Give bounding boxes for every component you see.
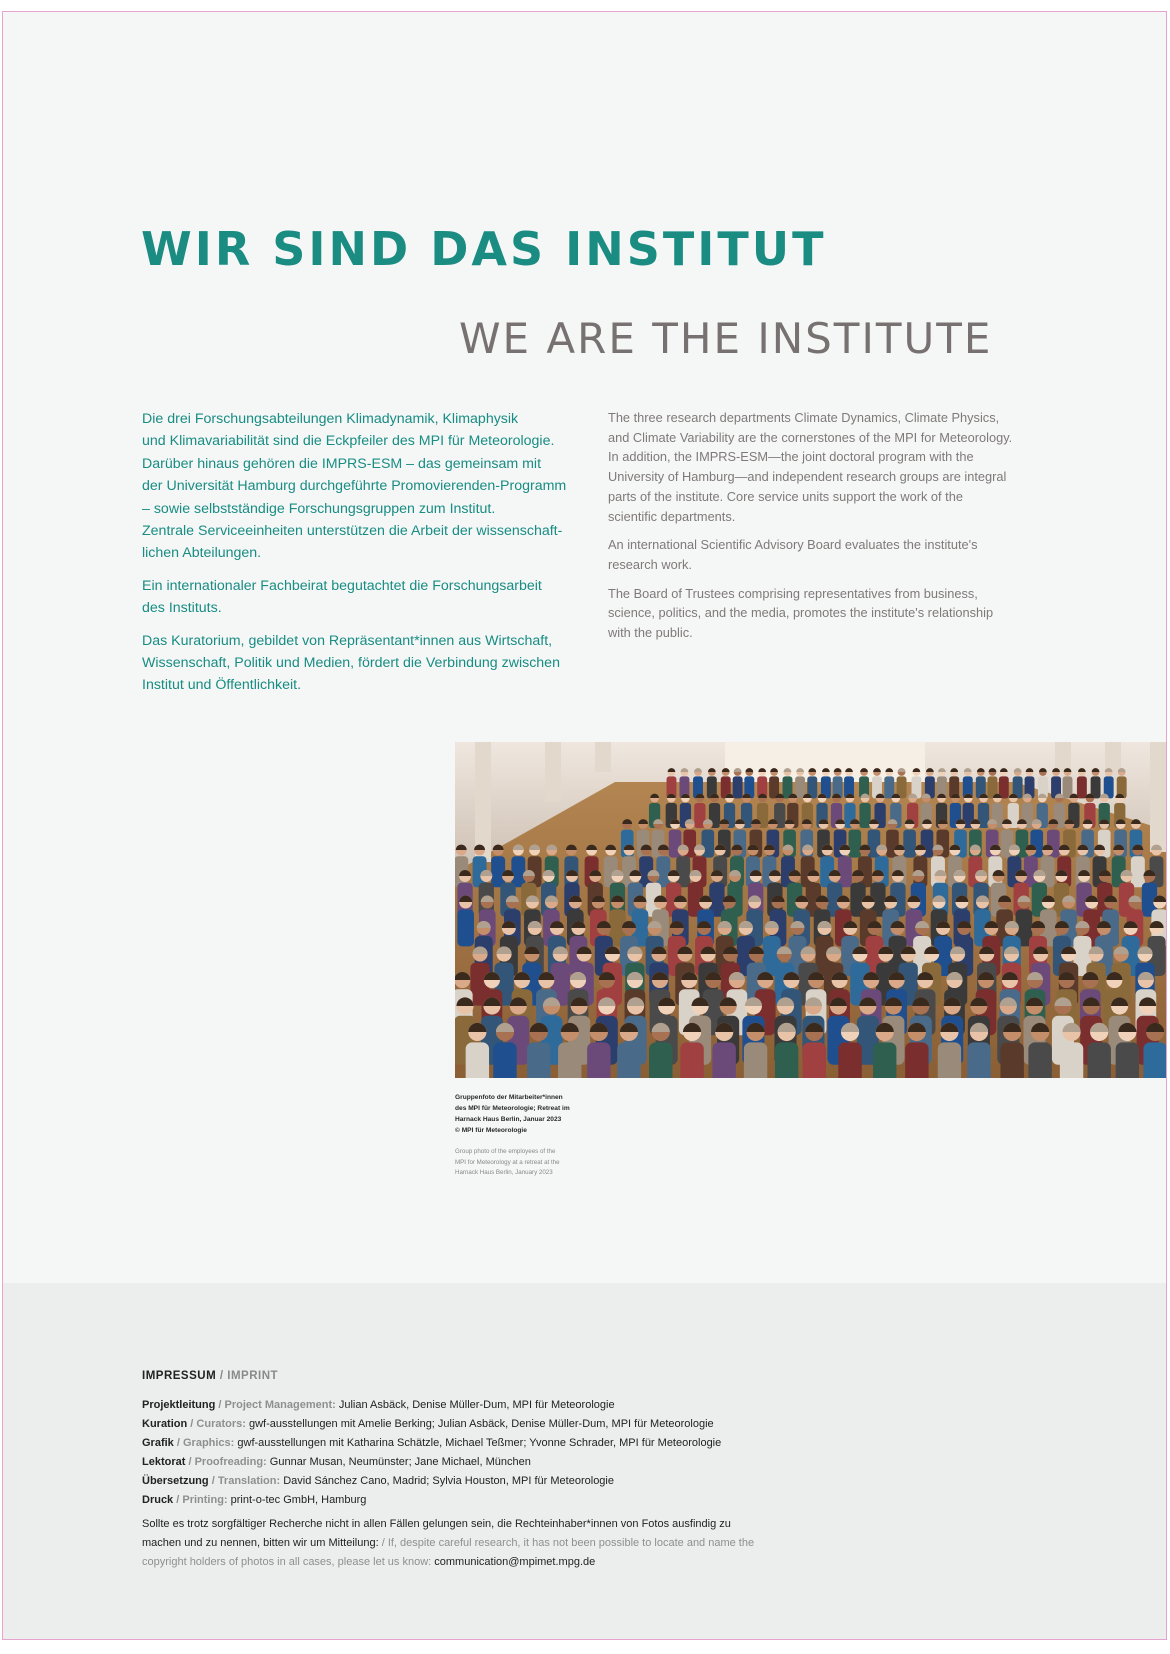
person [656, 845, 670, 888]
imprint-value: gwf-ausstellungen mit Katharina Schätzle, Michael Teßmer; Yvonne Schrader, MPI für Meteorologie [237, 1437, 722, 1449]
person [795, 768, 805, 798]
imprint-line: Übersetzung / Translation: David Sánchez Cano, Madrid; Sylvia Houston, MPI für Meteorologie [142, 1475, 614, 1487]
imprint-block [142, 1367, 822, 1572]
person [1087, 1023, 1110, 1078]
imprint-heading-english: IMPRINT [227, 1370, 279, 1382]
imprint-label-english: Graphics: [182, 1437, 235, 1449]
person [884, 768, 894, 798]
person [617, 1023, 640, 1078]
imprint-label-english: Project Management: [224, 1399, 336, 1411]
person [712, 1023, 735, 1078]
german-paragraph-departments: Die drei Forschungsabteilungen Klimadynamik, Klimaphysik und Klimavariabilität sind die Eckpfeiler des MPI für Meteorologie. Darüber hinaus gehören die IMPRS-ESM – das gemeinsam mit der Universität Hamburg durchgeführte Promovierenden-Programm – sowie selbstständige Forschungsgruppen zum Institut. Zentrale Serviceeinheiten unterstützen die Arbeit der wissenschaft- lichen Abteilungen. [142, 411, 567, 562]
person [680, 1023, 703, 1078]
title-english: WE ARE THE INSTITUTE [459, 314, 993, 363]
imprint-heading-german: IMPRESSUM [142, 1370, 217, 1382]
imprint-value: print-o-tec GmbH, Hamburg [230, 1494, 367, 1506]
person [1091, 768, 1101, 798]
german-paragraph-trustees: Das Kuratorium, gebildet von Repräsentant*innen aus Wirtschaft, Wissenschaft, Politik und Medien, fördert die Verbindung zwischen Institut und Öffentlichkeit. [142, 632, 560, 694]
person [733, 768, 743, 798]
person [1131, 845, 1145, 888]
imprint-line: Lektorat / Proofreading: Gunnar Musan, Neumünster; Jane Michael, München [142, 1456, 531, 1468]
imprint-line: Projektleitung / Project Management: Julian Asbäck, Denise Müller-Dum, MPI für Meteorologie [142, 1399, 615, 1411]
person [511, 845, 525, 888]
person [1028, 1023, 1051, 1078]
imprint-value: David Sánchez Cano, Madrid; Sylvia Houston, MPI für Meteorologie [283, 1475, 614, 1487]
group-photo-image [455, 742, 1167, 1078]
person [999, 768, 1009, 798]
pillar [475, 742, 491, 862]
photo-caption-english: Group photo of the employees of the MPI for Meteorology at a retreat at the Harnack Haus Berlin, January 2023 [455, 1148, 560, 1176]
person [838, 845, 852, 888]
person [859, 794, 870, 828]
imprint-label-english: Printing: [182, 1494, 228, 1506]
person [466, 1023, 489, 1078]
imprint-footer [3, 1283, 1166, 1640]
pillar [545, 742, 561, 802]
person [775, 1023, 798, 1078]
back-windows [725, 742, 925, 782]
person [676, 845, 690, 888]
person [709, 870, 724, 917]
person [807, 768, 817, 798]
person [1060, 1023, 1083, 1078]
copyright-note [142, 1515, 762, 1572]
pillar [595, 742, 611, 772]
english-paragraph-advisory-board: An international Scientific Advisory Board evaluates the institute's research work. [608, 537, 978, 572]
imprint-label-german: Grafik [142, 1437, 174, 1449]
copyright-note-german: Sollte es trotz sorgfältiger Recherche nicht in allen Fällen gelungen sein, die Rechteinhaber*innen von Fotos ausfindig zu machen und zu nennen, bitten wir um Mitteilung: [142, 1518, 731, 1549]
imprint-label-german: Übersetzung [142, 1475, 209, 1487]
person [783, 768, 793, 798]
german-paragraph-advisory-board: Ein internationaler Fachbeirat begutachtet die Forschungsarbeit des Instituts. [142, 577, 542, 617]
imprint-label-german: Projektleitung [142, 1399, 216, 1411]
imprint-label-english: Proofreading: [194, 1456, 267, 1468]
person [491, 845, 505, 888]
person [897, 768, 907, 798]
imprint-line: Grafik / Graphics: gwf-ausstellungen mit Katharina Schätzle, Michael Teßmer; Yvonne Schrader, MPI für Meteorologie [142, 1437, 722, 1449]
english-text-column [608, 408, 1038, 652]
english-paragraph-trustees: The Board of Trustees comprising representatives from business, science, politics, and the media, promotes the institute's relationship with the public. [608, 585, 994, 641]
english-paragraph-departments: The three research departments Climate Dynamics, Climate Physics, and Climate Variability are the cornerstones of the MPI for Meteorology. In addition, the IMPRS-ESM—the joint doctoral program with the University of Hamburg—and independent research groups are integral parts of the institute. Core service units support the work of the scientific departments. [608, 410, 1013, 524]
person [967, 1023, 990, 1078]
person [1024, 845, 1038, 888]
person [1000, 1023, 1023, 1078]
imprint-heading: IMPRESSUM / IMPRINT [142, 1370, 279, 1382]
imprint-value: Gunnar Musan, Neumünster; Jane Michael, München [269, 1456, 531, 1468]
title-german: WIR SIND DAS INSTITUT [141, 222, 827, 276]
photo-caption-german: Gruppenfoto der Mitarbeiter*innen des MPI für Meteorologie; Retreat im Harnack Haus Berlin, Januar 2023 © MPI für Meteorologie [455, 1094, 570, 1134]
pillar [1150, 742, 1166, 852]
imprint-line: Druck / Printing: print-o-tec GmbH, Hamburg [142, 1494, 367, 1506]
imprint-line: Kuration / Curators: gwf-ausstellungen mit Amelie Berking; Julian Asbäck, Denise Müller-Dum, MPI für Meteorologie [142, 1418, 714, 1430]
imprint-value: Julian Asbäck, Denise Müller-Dum, MPI für Meteorologie [338, 1399, 615, 1411]
person [1143, 1023, 1166, 1078]
person [873, 1023, 896, 1078]
person [744, 1023, 767, 1078]
contact-email-link[interactable]: communication@mpimet.mpg.de [434, 1556, 596, 1568]
person [527, 1023, 550, 1078]
person [693, 768, 703, 798]
person [587, 1023, 610, 1078]
person [938, 1023, 961, 1078]
person [1117, 768, 1127, 798]
person [1063, 768, 1073, 798]
poster-page [2, 11, 1167, 1640]
imprint-label-german: Kuration [142, 1418, 188, 1430]
person [903, 819, 916, 858]
person [849, 819, 862, 858]
person [769, 768, 779, 798]
copyright-note-english: / If, despite careful research, it has not been possible to locate and name the copyright holders of photos in all cases, please let us know: [142, 1537, 755, 1568]
pillar [1055, 742, 1071, 772]
person [905, 1023, 928, 1078]
person [803, 1023, 826, 1078]
imprint-label-german: Lektorat [142, 1456, 186, 1468]
person [1116, 1023, 1139, 1078]
imprint-label-english: Curators: [196, 1418, 246, 1430]
imprint-value: gwf-ausstellungen mit Amelie Berking; Julian Asbäck, Denise Müller-Dum, MPI für Meteorologie [249, 1418, 714, 1430]
person [649, 1023, 672, 1078]
person [493, 1023, 516, 1078]
imprint-label-english: Translation: [217, 1475, 281, 1487]
person [1077, 768, 1087, 798]
german-text-column [142, 408, 592, 707]
person [558, 1023, 581, 1078]
imprint-label-german: Druck [142, 1494, 174, 1506]
group-photo [455, 742, 1167, 1078]
person [457, 896, 474, 947]
person [838, 1023, 861, 1078]
